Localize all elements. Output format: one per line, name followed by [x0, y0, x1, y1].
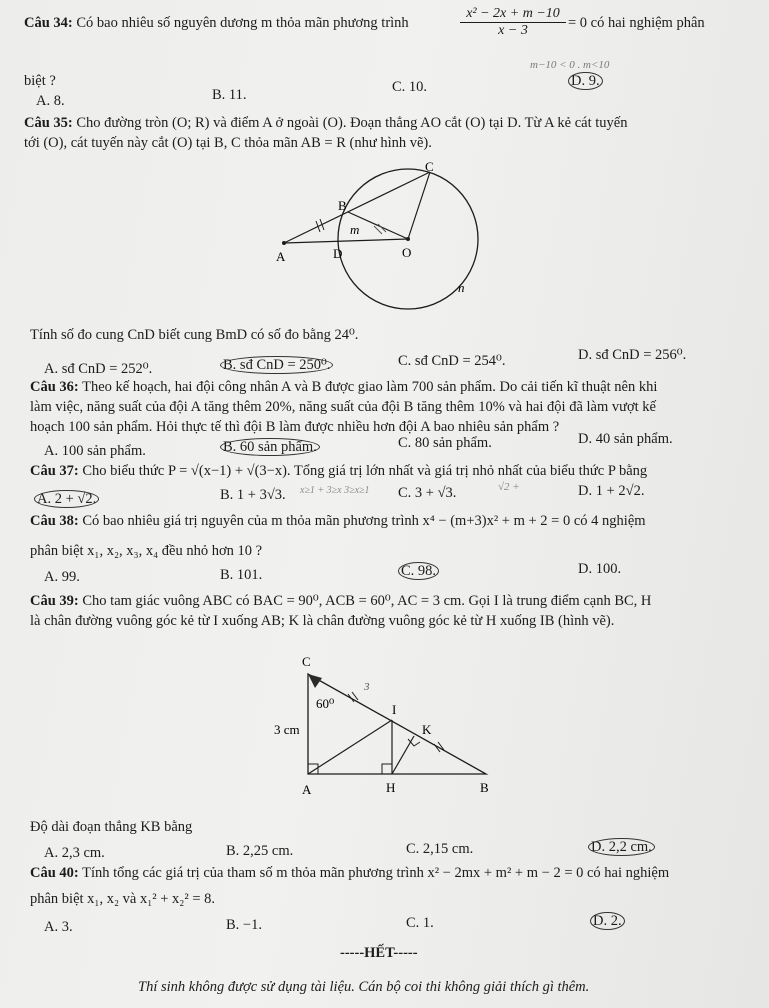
- q36-line2: làm việc, năng suất của đội A tăng thêm 20%, năng suất của đội B tăng thêm 10% và hai đội đã làm vượt kế: [30, 399, 656, 415]
- q38-text: Có bao nhiêu giá trị nguyên của m thỏa mãn phương trình x⁴ − (m+3)x² + m + 2 = 0 có 4 nghiệm: [82, 513, 646, 529]
- q34-eq-tail: = 0 có hai nghiệm phân: [568, 15, 705, 31]
- q34-option-d-text: D. 9.: [568, 72, 603, 90]
- q39-segment-ai: [308, 720, 392, 774]
- q35-label-b: B: [338, 198, 347, 213]
- q39-figure: [268, 650, 508, 800]
- q36-option-b-text: B. 60 sản phẩm.: [220, 438, 320, 456]
- q34-option-d: [568, 72, 603, 90]
- q38-line2: phân biệt x₁, x₂, x₃, x₄ đều nhỏ hơn 10 ?: [30, 543, 263, 559]
- q38-option-b: B. 101.: [220, 567, 263, 583]
- q40-option-d-text: D. 2.: [590, 912, 625, 930]
- q36-option-d: D. 40 sản phẩm.: [578, 431, 673, 447]
- q35-segment-oc: [408, 172, 430, 239]
- q39-head: Câu 39:: [30, 593, 79, 609]
- q36-text: Theo kế hoạch, hai đội công nhân A và B được giao làm 700 sản phẩm. Do cải tiến kĩ thuật nên khi: [82, 379, 658, 395]
- q40-head: Câu 40:: [30, 865, 79, 881]
- q39-pencil-mark: 3: [364, 681, 370, 693]
- q35-option-d: D. sđ CnD = 256⁰.: [578, 347, 687, 363]
- q35-question: Tính số đo cung CnD biết cung BmD có số đo bằng 24⁰.: [30, 327, 359, 343]
- q37-pencil-note: x≥1 + 3≥x 3≥x≥1: [300, 485, 370, 496]
- q39-label-k: K: [422, 722, 432, 737]
- q34-option-b: B. 11.: [212, 87, 247, 103]
- q40-option-b: B. −1.: [226, 917, 262, 933]
- q35-head: Câu 35:: [24, 115, 73, 131]
- q39-option-d-text: D. 2,2 cm.: [588, 838, 655, 856]
- q36-option-b: [220, 438, 320, 456]
- q40-line2: phân biệt x₁, x₂ và x₁² + x₂² = 8.: [30, 891, 216, 907]
- q40-line1: [30, 864, 669, 882]
- q35-option-b-text: B. sđ CnD = 250⁰.: [220, 356, 333, 374]
- q35-line1: [24, 114, 627, 132]
- q39-line2: là chân đường vuông góc kẻ từ I xuống AB; K là chân đường vuông góc kẻ từ H xuống IB (hình vẽ).: [30, 613, 615, 629]
- q35-segment-ao: [284, 239, 408, 243]
- q38-head: Câu 38:: [30, 513, 79, 529]
- footer-note: Thí sinh không được sử dụng tài liệu. Cán bộ coi thi không giải thích gì thêm.: [138, 979, 590, 995]
- q39-option-d: [588, 838, 655, 856]
- q35-line2: tới (O), cát tuyến này cắt (O) tại B, C thỏa mãn AB = R (như hình vẽ).: [24, 135, 432, 151]
- q35-figure: [270, 160, 510, 310]
- q39-angle-fill: [308, 674, 322, 688]
- q36-head: Câu 36:: [30, 379, 79, 395]
- q39-label-angle: 60⁰: [316, 696, 335, 711]
- q38-option-c-text: C. 98.: [398, 562, 439, 580]
- q37-text: Cho biểu thức P = √(x−1) + √(3−x). Tổng giá trị lớn nhất và giá trị nhỏ nhất của biểu thức P bằng: [82, 463, 648, 479]
- q37-line1: [30, 462, 647, 480]
- q34-line2: biệt ?: [24, 73, 56, 89]
- q39-label-i: I: [392, 702, 397, 717]
- q34-pencil-note: m−10 < 0 . m<10: [530, 59, 610, 71]
- q38-option-d: D. 100.: [578, 561, 622, 577]
- q39-label-side: 3 cm: [274, 722, 300, 737]
- q34-line1: [24, 14, 409, 32]
- q35-label-o: O: [402, 245, 412, 260]
- q35-label-a: A: [276, 249, 286, 264]
- q38-option-c: [398, 562, 439, 580]
- q35-label-c: C: [425, 160, 434, 174]
- q39-question: Độ dài đoạn thẳng KB bằng: [30, 819, 193, 835]
- q35-point-a: [282, 241, 286, 245]
- q39-tick-1: [348, 694, 354, 702]
- q35-option-b: [220, 356, 333, 374]
- q36-line1: [30, 378, 657, 396]
- q35-text: Cho đường tròn (O; R) và điểm A ở ngoài (O). Đoạn thẳng AO cắt (O) tại D. Từ A kẻ cát tuyến: [76, 115, 628, 131]
- q34-option-a: A. 8.: [36, 93, 65, 109]
- q40-option-d: [590, 912, 625, 930]
- q36-option-a: A. 100 sản phẩm.: [44, 443, 146, 459]
- q39-line1: [30, 592, 651, 610]
- q39-label-h: H: [386, 780, 396, 795]
- q34-option-c: C. 10.: [392, 79, 428, 95]
- q39-option-a: A. 2,3 cm.: [44, 845, 105, 861]
- q38-option-a: A. 99.: [44, 569, 80, 585]
- end-marker: -----HẾT-----: [340, 945, 418, 961]
- q40-option-a: A. 3.: [44, 919, 73, 935]
- q40-text: Tính tổng các giá trị của tham số m thỏa mãn phương trình x² − 2mx + m² + m − 2 = 0 có hai nghiệm: [82, 865, 670, 881]
- q37-option-b: B. 1 + 3√3.: [220, 487, 286, 503]
- q34-fraction: [460, 6, 566, 39]
- q37-pencil-note-2: √2 +: [498, 481, 520, 493]
- q39-option-b: B. 2,25 cm.: [226, 843, 294, 859]
- q38-line1: [30, 512, 646, 530]
- q39-label-c: C: [302, 654, 311, 669]
- q34-head: Câu 34:: [24, 15, 73, 31]
- q36-option-c: C. 80 sản phẩm.: [398, 435, 492, 451]
- q39-option-c: C. 2,15 cm.: [406, 841, 474, 857]
- q35-label-m: m: [350, 222, 360, 237]
- q36-line3: hoạch 100 sản phẩm. Hỏi thực tế thì đội B làm được nhiều hơn đội A bao nhiêu sản phẩm ?: [30, 419, 560, 435]
- q37-option-c: C. 3 + √3.: [398, 485, 457, 501]
- q34-frac-den: x − 3: [498, 23, 528, 38]
- q37-option-d: D. 1 + 2√2.: [578, 483, 645, 499]
- q35-label-d: D: [333, 246, 343, 261]
- q39-label-b: B: [480, 780, 489, 795]
- q39-right-angle-h: [382, 764, 392, 774]
- q37-head: Câu 37:: [30, 463, 79, 479]
- q39-text: Cho tam giác vuông ABC có BAC = 90⁰, ACB = 60⁰, AC = 3 cm. Gọi I là trung điểm cạnh BC, H: [82, 593, 652, 609]
- q40-option-c: C. 1.: [406, 915, 434, 931]
- q39-triangle-abc: [308, 674, 486, 774]
- q35-label-n: n: [458, 280, 465, 295]
- q35-point-o: [406, 237, 410, 241]
- q34-frac-num: x² − 2x + m −10: [460, 6, 566, 23]
- q39-label-a: A: [302, 782, 312, 797]
- q37-option-a-text: A. 2 + √2.: [34, 490, 99, 508]
- q34-text: Có bao nhiêu số nguyên dương m thỏa mãn phương trình: [76, 15, 409, 31]
- q35-option-c: C. sđ CnD = 254⁰.: [398, 353, 506, 369]
- q35-option-a: A. sđ CnD = 252⁰.: [44, 361, 153, 377]
- q37-option-a: [34, 490, 99, 508]
